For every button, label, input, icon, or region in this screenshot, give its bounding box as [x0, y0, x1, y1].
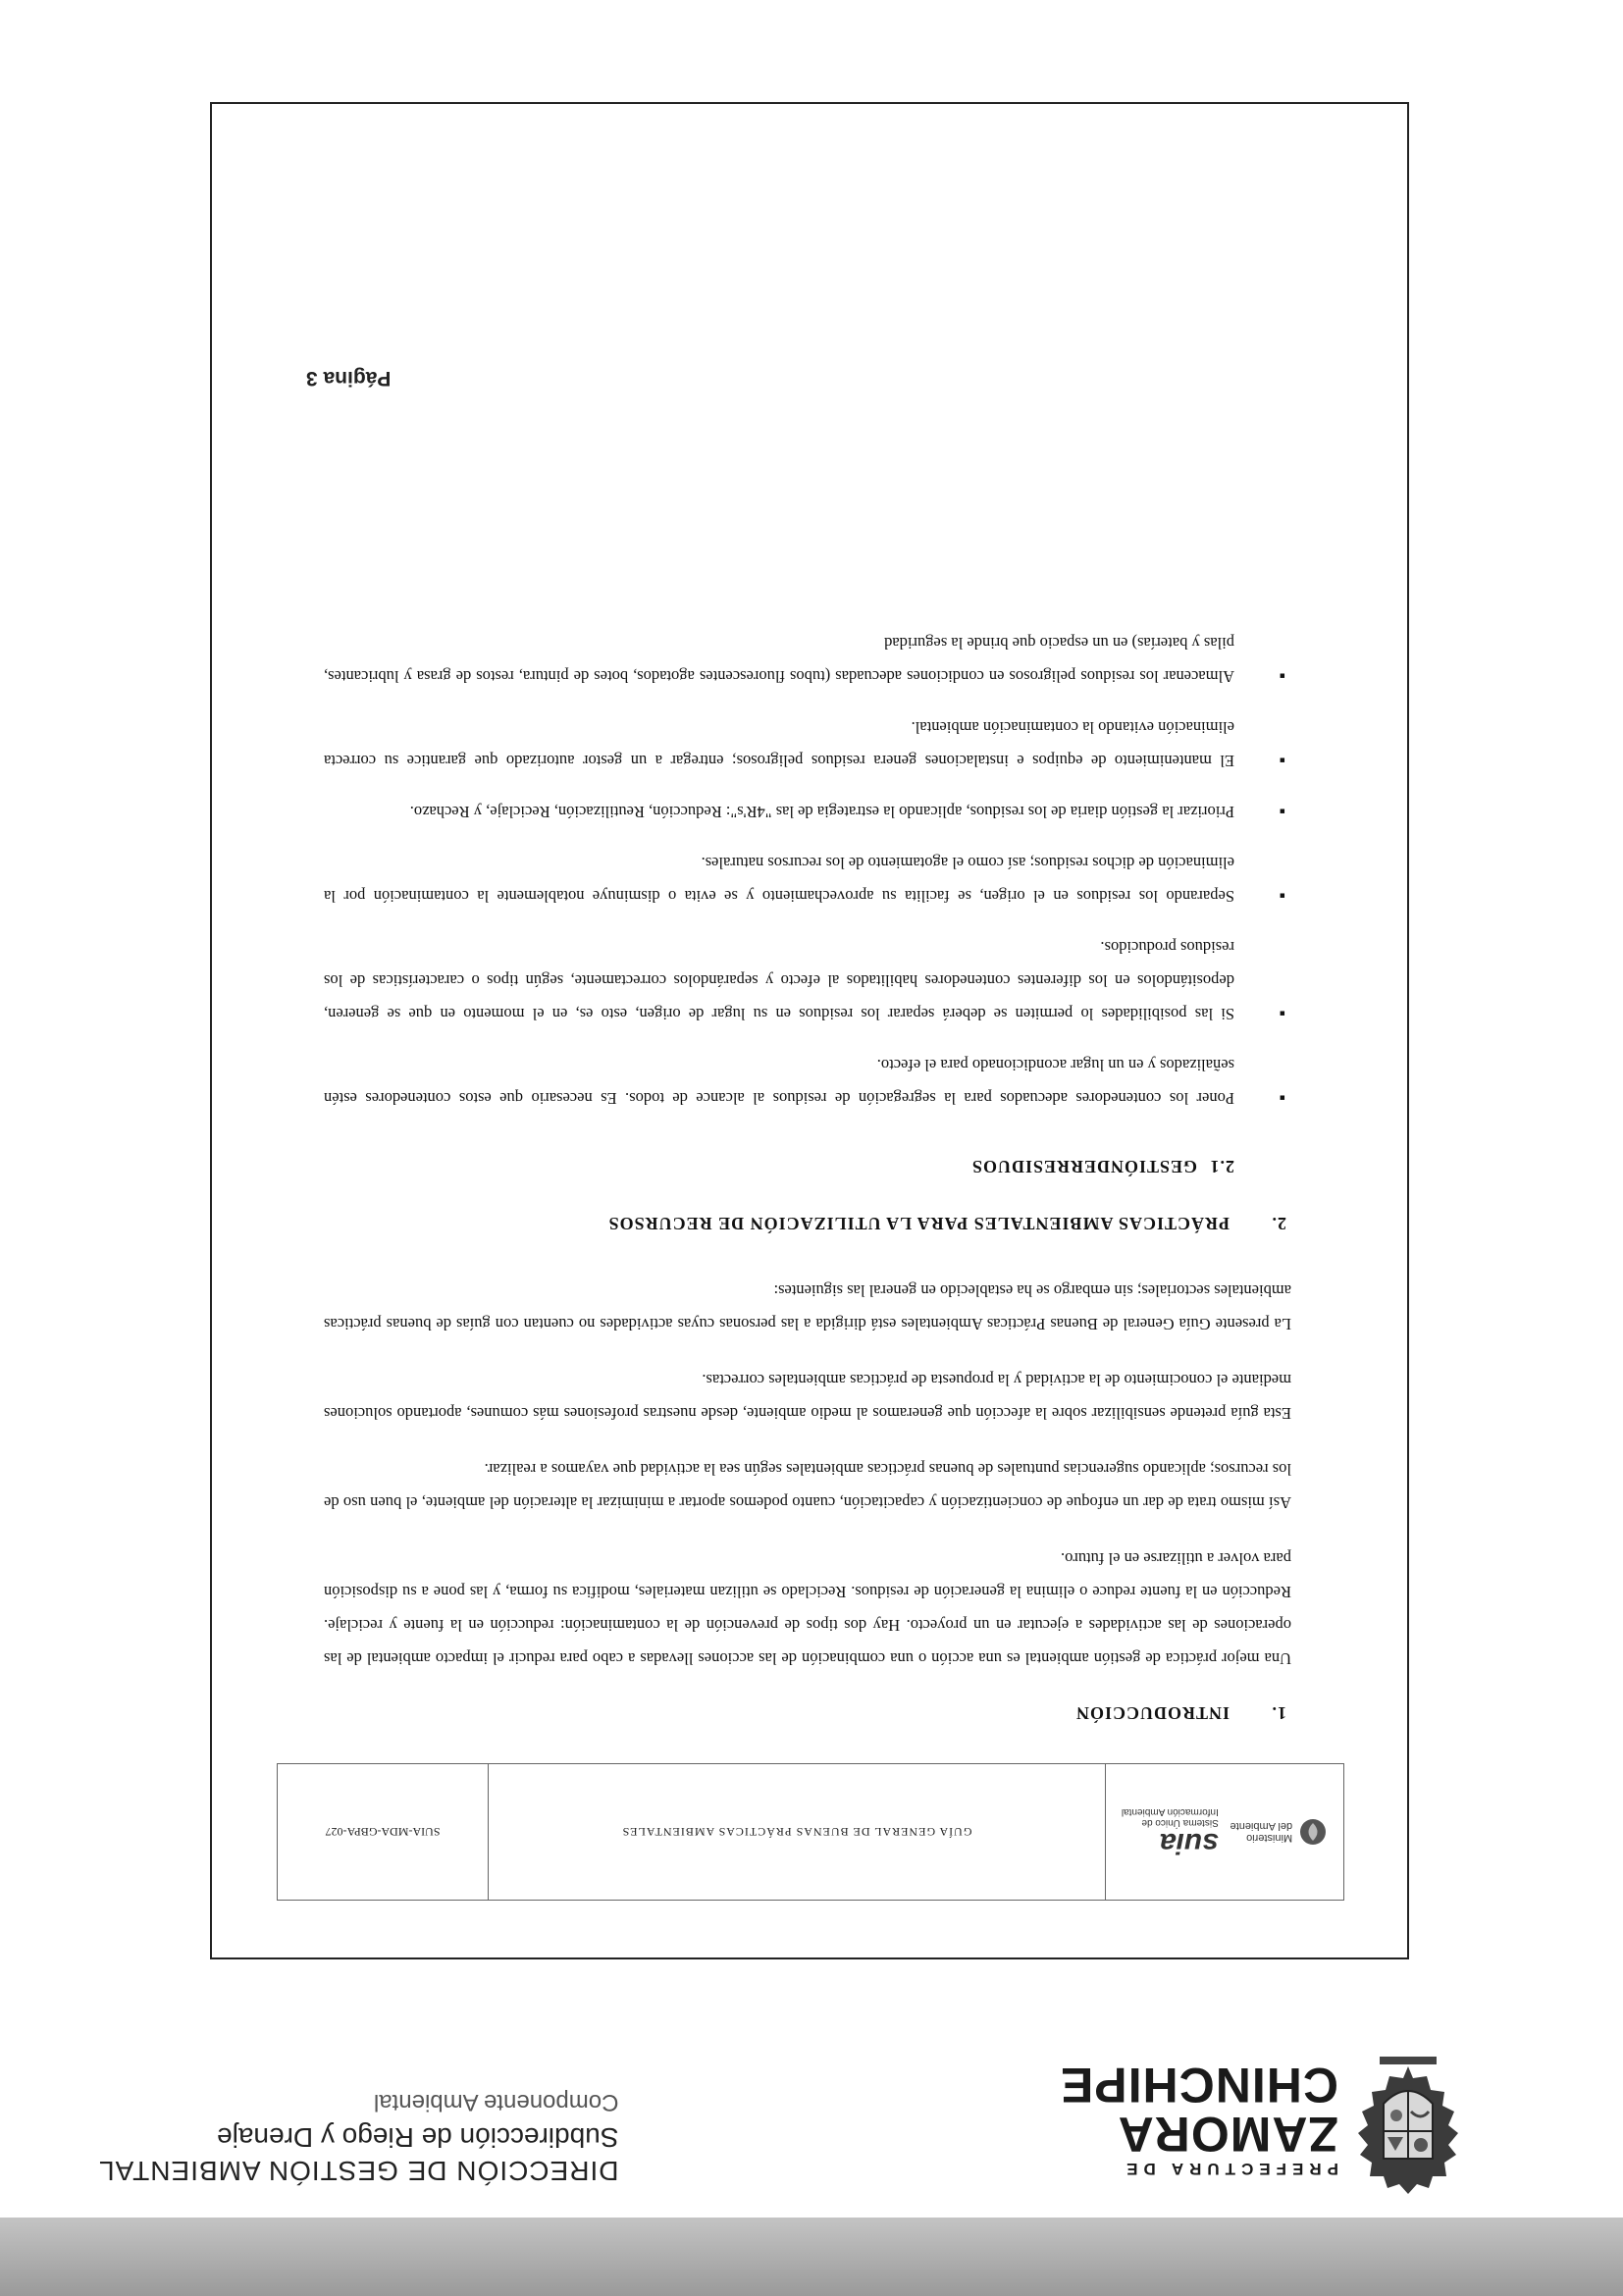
- component-name: Componente Ambiental: [373, 2089, 619, 2115]
- subdepartment-name: Subdirección de Riego y Drenaje: [217, 2122, 619, 2153]
- prefecture-emblem-icon: [1350, 2051, 1466, 2198]
- header-logos-cell: [1105, 1764, 1343, 1900]
- paragraph: La presente Guía General de Buenas Prácticas Ambientales está dirigida a las personas cuyas actividades no cuentan con guías de buenas prácticas ambientales sectoriales; sin embargo se ha establecido en general las siguientes:: [324, 1281, 1291, 1333]
- section-number: 1.: [1271, 1703, 1286, 1723]
- document-title: GUÍA GENERAL DE BUENAS PRÁCTICAS AMBIENTALES: [488, 1764, 1105, 1900]
- document-header-table: [277, 1763, 1344, 1901]
- paragraph: Una mejor práctica de gestión ambiental es una acción o una combinación de las acciones llevadas a cabo para reducir el impacto ambiental de las operaciones de las actividades a ejecutar en un proyecto. Hay dos tipos de prevención de la contaminación: reducción en la fuente y reciclaje. Reducción en la fuente reduce o elimina la generación de residuos. Reciclado se utilizan materiales, modifica su forma, y las pone a su disposición para volver a utilizarse en el futuro.: [324, 1549, 1291, 1668]
- document-code: SUIA-MDA-GBPA-027: [325, 1825, 441, 1840]
- ministry-line1: Ministerio: [1246, 1832, 1293, 1844]
- ministry-line2: del Ambiente: [1230, 1820, 1293, 1832]
- suia-sub2: Información Ambiental: [1121, 1806, 1219, 1817]
- section-heading-2: [324, 1207, 1291, 1240]
- page-number: Página 3: [306, 367, 392, 390]
- suia-mark: suia: [1159, 1827, 1219, 1859]
- subsection-heading: [324, 1150, 1234, 1183]
- ministry-leaf-icon: [1298, 1817, 1328, 1847]
- scan-edge-bar: [0, 2218, 1623, 2296]
- department-block: [98, 2088, 618, 2186]
- section-heading-1: [324, 1696, 1291, 1730]
- wordmark-chinchipe: CHINCHIPE: [1059, 2058, 1338, 2113]
- list-item: ▪ Si las posibilidades lo permiten se deberá separar los residuos en su lugar de origen, esto es, en el momento en que se generen, depositándolos en los diferentes contenedores habilitados al efecto y separándolos correctamente, según tipos o características de los residuos producidos.: [324, 930, 1291, 1030]
- suia-sub1: Sistema Único de: [1141, 1817, 1219, 1828]
- paragraph: Esta guía pretende sensibilizar sobre la afección que generamos al medio ambiente, desde nuestras profesiones más comunes, aportando soluciones mediante el conocimiento de la actividad y la propuesta de prácticas ambientales correctas.: [324, 1371, 1291, 1423]
- subsection-title: GESTIÓNDERRESIDUOS: [970, 1157, 1197, 1176]
- document-body: [324, 608, 1291, 1730]
- list-item: ▪ Almacenar los residuos peligrosos en condiciones adecuadas (tubos fluorescentes agotados, botes de pintura, restos de grasa y lubricantes, pilas y baterías) en un espacio que brinde la seguridad: [324, 626, 1291, 693]
- prefecture-wordmark: [1059, 2058, 1338, 2178]
- practice-list: [324, 626, 1291, 1115]
- section-number: 2.: [1271, 1214, 1286, 1233]
- list-item: ▪ Priorizar la gestión diaria de los residuos, aplicando la estrategia de las "4R's": Reducción, Reutilización, Reciclaje, y Rechazo.: [324, 795, 1291, 828]
- section-title: PRÁCTICAS AMBIENTALES PARA LA UTILIZACIÓN DE RECURSOS: [607, 1214, 1230, 1233]
- paragraph: Así mismo trata de dar un enfoque de concientización y capacitación, cuanto podemos aportar a minimizar la alteración del ambiente, el buen uso de los recursos; aplicando sugerencias puntuales de buenas prácticas ambientales según sea la actividad que vayamos a realizar.: [324, 1460, 1291, 1512]
- ministry-logo: [1230, 1817, 1329, 1847]
- embedded-page-frame: [210, 102, 1409, 1959]
- section-title: INTRODUCCIÓN: [1074, 1703, 1230, 1723]
- wordmark-top: PREFECTURA DE: [1121, 2160, 1338, 2178]
- department-name: DIRECCIÓN DE GESTIÓN AMBIENTAL: [98, 2156, 619, 2186]
- wordmark-zamora: ZAMORA: [1117, 2107, 1338, 2162]
- suia-logo: [1122, 1806, 1219, 1857]
- list-item: ▪ Poner los contenedores adecuados para la segregación de residuos al alcance de todos. Es necesario que estos contenedores estén señalizados y en un lugar acondicionado para el efecto.: [324, 1048, 1291, 1115]
- subsection-number: 2.1: [1209, 1157, 1234, 1176]
- list-item: ▪ Separando los residuos en el origen, se facilita su aprovechamiento y se evita o disminuye notablemente la contaminación por la eliminación de dichos residuos; así como el agotamiento de los recursos naturales.: [324, 846, 1291, 913]
- list-item: ▪ El mantenimiento de equipos e instalaciones genera residuos peligrosos; entregar a un gestor autorizado que garantice su correcta eliminación evitando la contaminación ambiental.: [324, 710, 1291, 777]
